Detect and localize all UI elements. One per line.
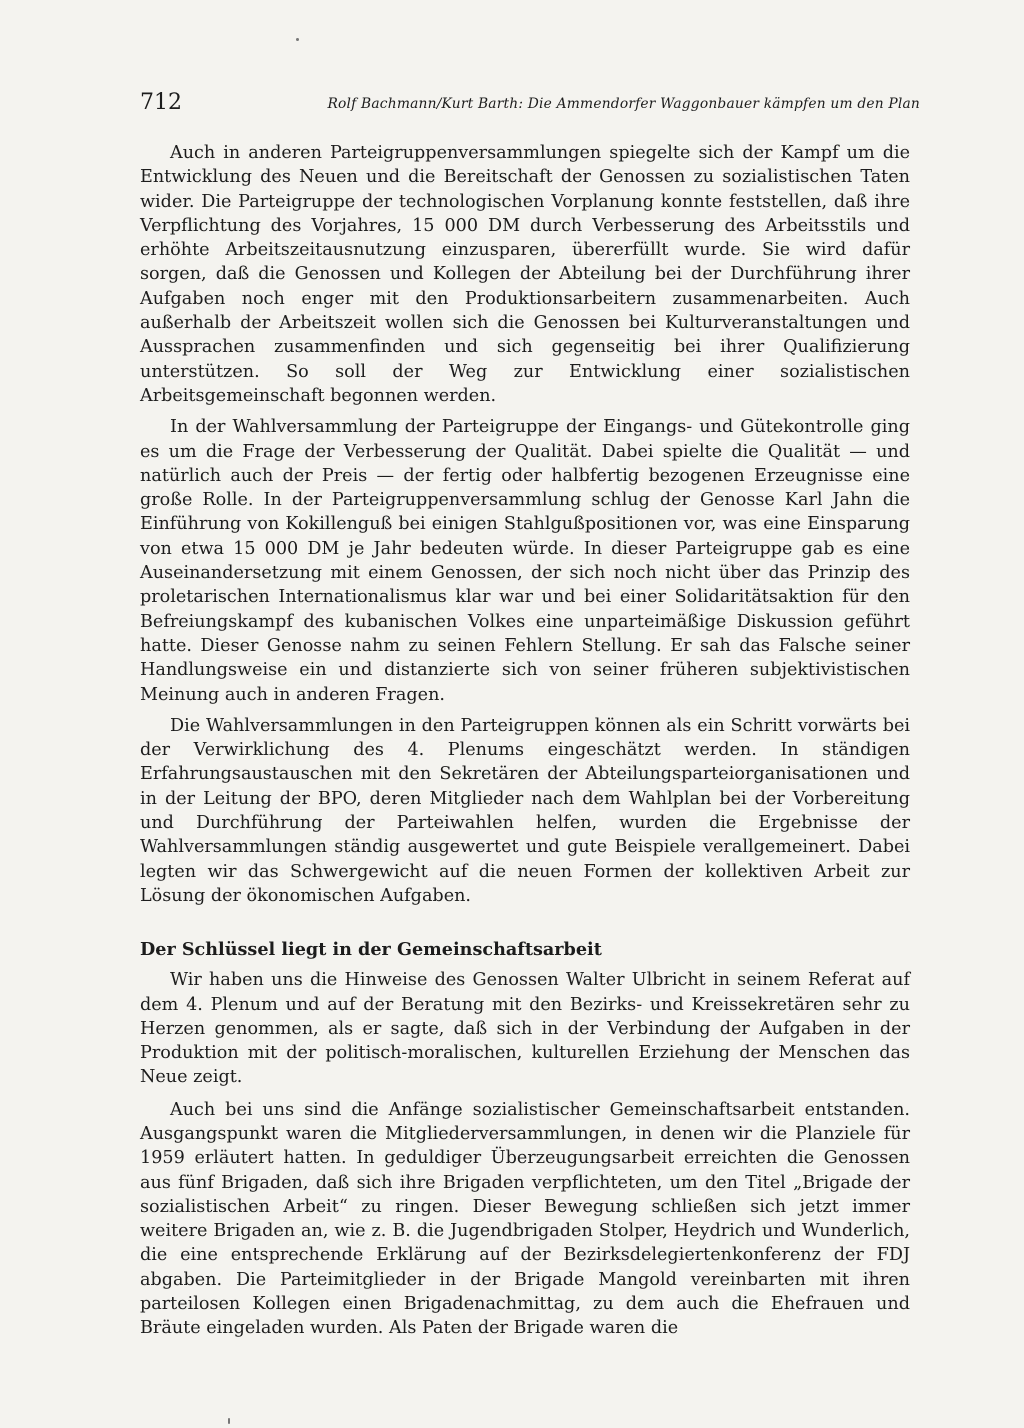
paragraph: Die Wahlversammlungen in den Parteigruppen können als ein Schritt vorwärts bei der Verwirklichung des 4. Plenums eingeschätzt werden. In ständigen Erfahrungsaustauschen mit den Sekretären der Abteilungsparteiorganisationen und in der Leitung der BPO, deren Mitglieder nach dem Wahlplan bei der Vorbereitung und Durchführung der Parteiwahlen helfen, wurden die Ergebnisse der Wahlversammlungen ständig ausgewertet und gute Beispiele verallgemeinert. Dabei legten wir das Schwergewicht auf die neuen Formen der kollektiven Arbeit zur Lösung der ökonomischen Aufgaben.: [140, 715, 910, 906]
paragraph: Auch bei uns sind die Anfänge sozialistischer Gemeinschaftsarbeit entstanden. Ausgangspunkt waren die Mitgliederversammlungen, in denen wir die Planziele für 1959 erläutert hatten. In geduldiger Überzeugungsarbeit erreichten die Genossen aus fünf Brigaden, daß sich ihre Brigaden verpflichteten, um den Titel „Brigade der sozialistischen Arbeit“ zu ringen. Dieser Bewegung schließen sich jetzt immer weitere Brigaden an, wie z. B. die Jugendbrigaden Stolper, Heydrich und Wunderlich, die eine entsprechende Erklärung auf der Bezirksdelegiertenkonferenz der FDJ abgaben. Die Parteimitglieder in der Brigade Mangold vereinbarten mit ihren parteilosen Kollegen einen Brigadenachmittag, zu dem auch die Ehefrauen und Bräute eingeladen wurden. Als Paten der Brigade waren die: [140, 1099, 910, 1339]
page-header: [140, 90, 920, 120]
page-number: 712: [140, 90, 182, 115]
scan-speck: [228, 1418, 230, 1424]
running-head: Rolf Bachmann/Kurt Barth: Die Ammendorfer Waggonbauer kämpfen um den Plan: [327, 96, 920, 112]
section-heading: Der Schlüssel liegt in der Gemeinschaftsarbeit: [140, 939, 602, 961]
paragraph: In der Wahlversammlung der Parteigruppe der Eingangs- und Gütekontrolle ging es um die Frage der Verbesserung der Qualität. Dabei spielte die Qualität — und natürlich auch der Preis — der fertig oder halbfertig bezogenen Erzeugnisse eine große Rolle. In der Parteigruppenversammlung schlug der Genosse Karl Jahn die Einführung von Kokillenguß bei einigen Stahlgußpositionen vor, was eine Einsparung von etwa 15 000 DM je Jahr bedeuten würde. In dieser Parteigruppe gab es eine Auseinandersetzung mit einem Genossen, der sich noch nicht über das Prinzip des proletarischen Internationalismus klar war und bei einer Solidaritätsaktion für den Befreiungskampf des kubanischen Volkes eine unparteimäßige Diskussion geführt hatte. Dieser Genosse nahm zu seinen Fehlern Stellung. Er sah das Falsche seiner Handlungsweise ein und distanzierte sich von seiner früheren subjektivistischen Meinung auch in anderen Fragen.: [140, 417, 910, 705]
paragraph: Auch in anderen Parteigruppenversammlungen spiegelte sich der Kampf um die Entwicklung des Neuen und die Bereitschaft der Genossen zu sozialistischen Taten wider. Die Parteigruppe der technologischen Vorplanung konnte feststellen, daß ihre Verpflichtung des Vorjahres, 15 000 DM durch Verbesserung des Arbeitsstils und erhöhte Arbeitszeitausnutzung einzusparen, übererfüllt wurde. Sie wird dafür sorgen, daß die Genossen und Kollegen der Abteilung bei der Durchführung ihrer Aufgaben noch enger mit den Produktionsarbeitern zusammenarbeiten. Auch außerhalb der Arbeitszeit wollen sich die Genossen bei Kulturveranstaltungen und Aussprachen zusammenfinden und sich gegenseitig bei ihrer Qualifizierung unterstützen. So soll der Weg zur Entwicklung einer sozialistischen Arbeitsgemeinschaft begonnen werden.: [140, 143, 910, 406]
paragraph: Wir haben uns die Hinweise des Genossen Walter Ulbricht in seinem Referat auf dem 4. Plenum und auf der Beratung mit den Bezirks- und Kreissekretären sehr zu Herzen genommen, als er sagte, daß sich in der Verbindung der Aufgaben in der Produktion mit der politisch-moralischen, kulturellen Erziehung der Menschen das Neue zeigt.: [140, 970, 910, 1088]
scan-speck: [296, 38, 299, 41]
body-text: [140, 141, 910, 1341]
